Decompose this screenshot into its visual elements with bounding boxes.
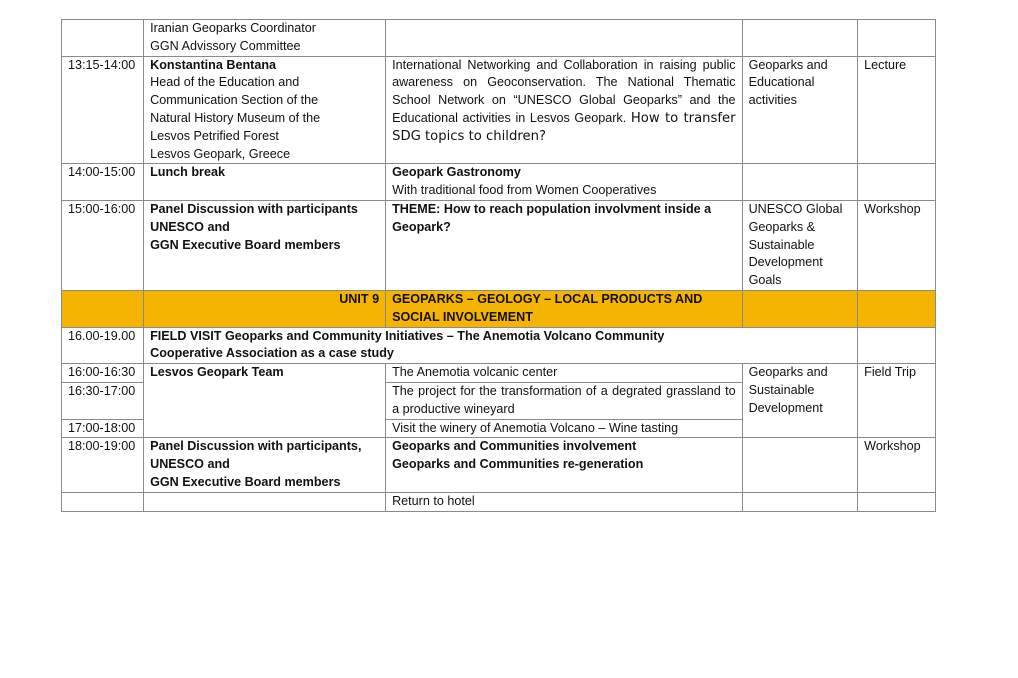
theme-cell	[742, 492, 858, 511]
time-cell	[62, 492, 144, 511]
time-cell: 16:30-17:00	[62, 382, 144, 419]
format-cell: Lecture	[858, 56, 936, 164]
table-row	[62, 20, 936, 57]
theme-cell	[742, 164, 858, 201]
time-cell: 18:00-19:00	[62, 438, 144, 492]
unit-header-row	[62, 290, 936, 327]
time-cell: 13:15-14:00	[62, 56, 144, 164]
table-row	[62, 56, 936, 164]
topic-cell: Return to hotel	[386, 492, 743, 511]
speaker-cell: Lunch break	[144, 164, 386, 201]
table-row	[62, 200, 936, 290]
topic-cell: Geoparks and Communities involvement Geoparks and Communities re-generation	[386, 438, 743, 492]
table-row	[62, 364, 936, 383]
time-cell: 16.00-19.00	[62, 327, 144, 364]
theme-cell: Geoparks and Sustainable Development	[742, 364, 858, 438]
format-cell	[858, 327, 936, 364]
format-cell: Workshop	[858, 438, 936, 492]
format-cell	[858, 164, 936, 201]
topic-cell	[386, 20, 743, 57]
speaker-cell: Iranian Geoparks Coordinator GGN Advissory Committee	[144, 20, 386, 57]
topic-cell: Visit the winery of Anemotia Volcano – Wine tasting	[386, 419, 743, 438]
unit-label: UNIT 9	[144, 290, 386, 327]
speaker-cell	[144, 492, 386, 511]
topic-cell: Geopark Gastronomy With traditional food from Women Cooperatives	[386, 164, 743, 201]
theme-cell	[742, 438, 858, 492]
speaker-name: Konstantina Bentana	[150, 57, 277, 72]
unit-title: GEOPARKS – GEOLOGY – LOCAL PRODUCTS AND SOCIAL INVOLVEMENT	[386, 290, 743, 327]
theme-cell: UNESCO Global Geoparks & Sustainable Development Goals	[742, 200, 858, 290]
speaker-cell: Panel Discussion with participants UNESCO and GGN Executive Board members	[144, 200, 386, 290]
speaker-cell: Panel Discussion with participants, UNESCO and GGN Executive Board members	[144, 438, 386, 492]
field-visit-cell: FIELD VISIT Geoparks and Community Initiatives – The Anemotia Volcano Community Cooperative Association as a case study	[144, 327, 858, 364]
theme-cell: Geoparks and Educational activities	[742, 56, 858, 164]
time-cell: 15:00-16:00	[62, 200, 144, 290]
table-row	[62, 164, 936, 201]
theme-cell	[742, 20, 858, 57]
schedule-table	[61, 19, 936, 512]
format-cell	[858, 492, 936, 511]
format-cell: Field Trip	[858, 364, 936, 438]
theme-cell	[742, 290, 858, 327]
time-cell: 16:00-16:30	[62, 364, 144, 383]
topic-cell: The project for the transformation of a degrated grassland to a productive wineyard	[386, 382, 743, 419]
time-cell: 14:00-15:00	[62, 164, 144, 201]
time-cell: 17:00-18:00	[62, 419, 144, 438]
topic-cell: The Anemotia volcanic center	[386, 364, 743, 383]
format-cell	[858, 290, 936, 327]
table-row	[62, 492, 936, 511]
topic-cell: THEME: How to reach population involvment inside a Geopark?	[386, 200, 743, 290]
speaker-cell: Konstantina Bentana Head of the Education and Communication Section of the Natural History Museum of the Lesvos Petrified Forest Lesvos Geopark, Greece	[144, 56, 386, 164]
topic-cell: International Networking and Collaboration in raising public awareness on Geoconservation. The National Thematic School Network on “UNESCO Global Geoparks” and the Educational activities in Lesvos Geopark. How to transfer SDG topics to children?	[386, 56, 743, 164]
time-cell	[62, 20, 144, 57]
time-cell	[62, 290, 144, 327]
table-row	[62, 438, 936, 492]
format-cell: Workshop	[858, 200, 936, 290]
speaker-cell: Lesvos Geopark Team	[144, 364, 386, 438]
table-row	[62, 327, 936, 364]
format-cell	[858, 20, 936, 57]
